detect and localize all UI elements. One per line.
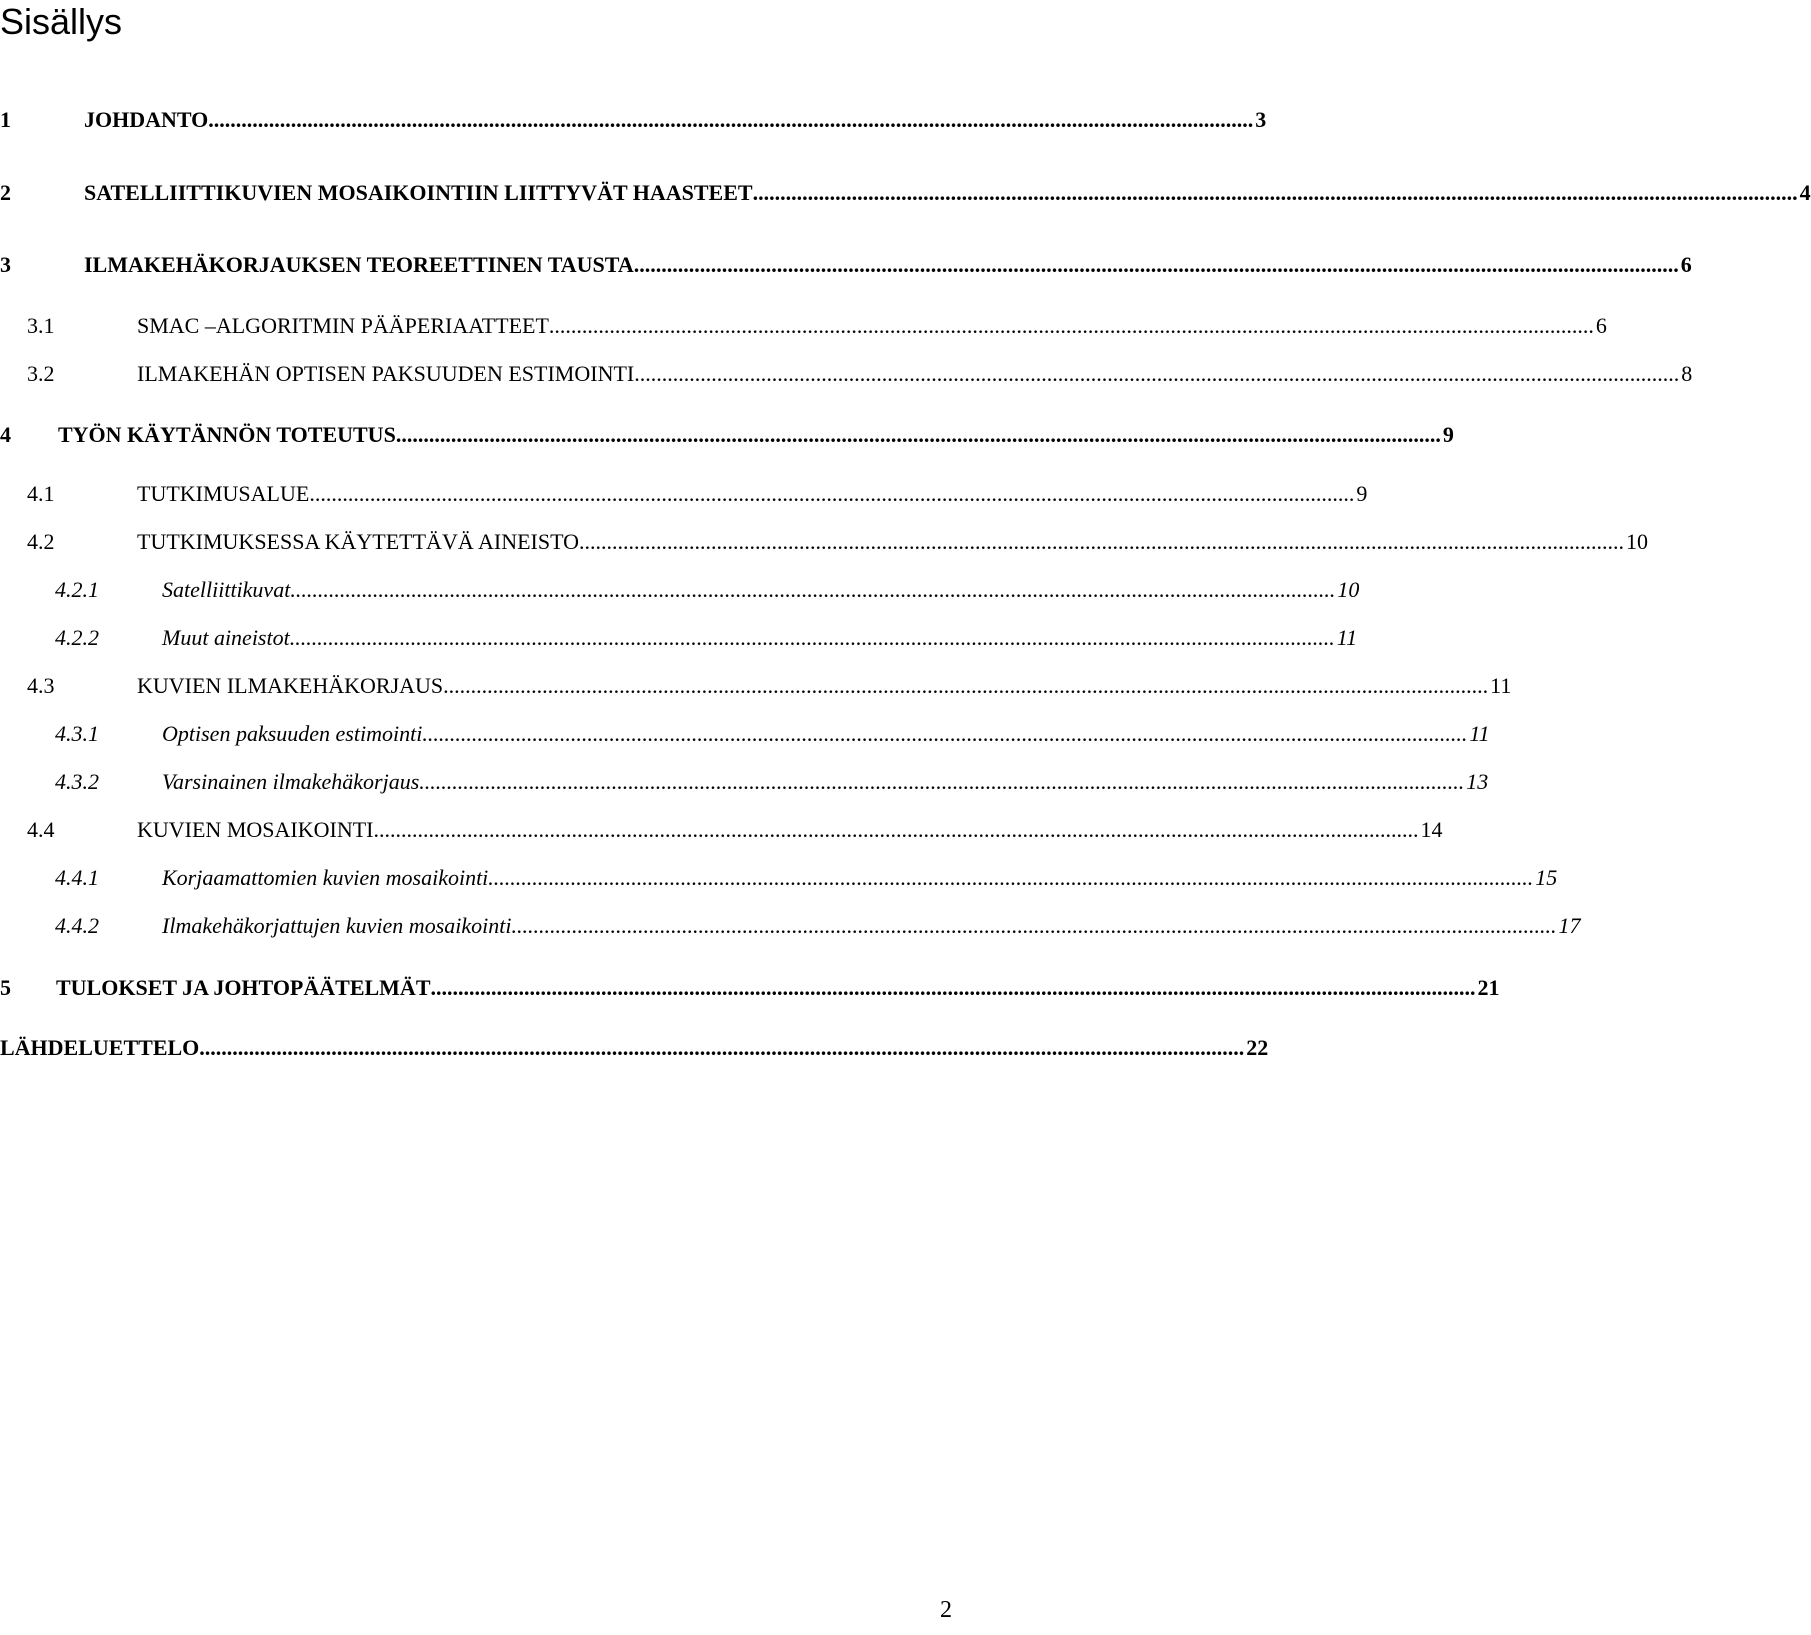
- toc-entry-number: 4.2: [27, 529, 55, 554]
- toc-entry-page: 11: [1469, 721, 1490, 746]
- toc-entry-number: 3.2: [27, 361, 55, 386]
- toc-entry-3-2[interactable]: [0, 357, 1693, 391]
- dot-leader: ..............................................................................................................................................................................................: [634, 361, 1680, 386]
- toc-entry-number: 3.1: [27, 313, 55, 338]
- toc-entry-title: TUTKIMUKSESSA KÄYTETTÄVÄ AINEISTO: [137, 529, 580, 554]
- toc-entry-number: 4.1: [27, 481, 55, 506]
- toc-entry-2[interactable]: [0, 176, 1811, 210]
- toc-entry-page: 17: [1558, 913, 1581, 938]
- dot-leader: ..............................................................................................................................................................................................: [395, 422, 1441, 447]
- toc-entry-number: 4.4: [27, 817, 55, 842]
- dot-leader: ..............................................................................................................................................................................................: [511, 913, 1557, 938]
- toc-entry-number: 5: [0, 975, 11, 1000]
- toc-entry-page: 10: [1337, 577, 1360, 602]
- toc-entry-4-1[interactable]: [0, 477, 1368, 511]
- toc-entry-page: 15: [1535, 865, 1558, 890]
- toc-entry-4-4[interactable]: [0, 813, 1443, 847]
- toc-entry-page: 14: [1420, 817, 1443, 842]
- dot-leader: ..............................................................................................................................................................................................: [419, 769, 1465, 794]
- toc-entry-number: 1: [0, 107, 11, 132]
- toc-entry-4-3-1[interactable]: [0, 717, 1490, 751]
- toc-entry-number: 4.4.1: [55, 865, 99, 890]
- dot-leader: ..............................................................................................................................................................................................: [430, 975, 1476, 1000]
- toc-entry-1[interactable]: [0, 103, 1267, 137]
- toc-entry-page: 13: [1466, 769, 1489, 794]
- toc-entry-number: 4.4.2: [55, 913, 99, 938]
- toc-entry-title: ILMAKEHÄN OPTISEN PAKSUUDEN ESTIMOINTI: [137, 361, 635, 386]
- toc-entry-4-2-1[interactable]: [0, 573, 1360, 607]
- toc-entry-title: KUVIEN MOSAIKOINTI: [137, 817, 374, 842]
- toc-entry-number: 4.3.1: [55, 721, 99, 746]
- toc-entry-title: TYÖN KÄYTÄNNÖN TOTEUTUS: [58, 422, 396, 447]
- toc-entry-5[interactable]: [0, 971, 1500, 1005]
- toc-entry-page: 10: [1626, 529, 1649, 554]
- toc-entry-4-4-2[interactable]: [0, 909, 1581, 943]
- toc-entry-title: Satelliittikuvat: [162, 577, 291, 602]
- toc-entry-number: 4.2.1: [55, 577, 99, 602]
- toc-entry-4-2[interactable]: [0, 525, 1649, 559]
- toc-entry-page: 22: [1246, 1035, 1269, 1060]
- toc-entry-3[interactable]: [0, 248, 1692, 282]
- toc-entry-page: 3: [1255, 107, 1267, 132]
- toc-entry-title: KUVIEN ILMAKEHÄKORJAUS: [137, 673, 444, 698]
- toc-entry-page: 11: [1490, 673, 1512, 698]
- dot-leader: ..............................................................................................................................................................................................: [548, 313, 1594, 338]
- toc-entry-title: TUTKIMUSALUE: [137, 481, 310, 506]
- toc-entry-4[interactable]: [0, 418, 1454, 452]
- toc-entry-title: Varsinainen ilmakehäkorjaus: [162, 769, 420, 794]
- toc-entry-title: SATELLIITTIKUVIEN MOSAIKOINTIIN LIITTYVÄT HAASTEET: [84, 180, 753, 205]
- toc-entry-page: 4: [1799, 180, 1811, 205]
- toc-entry-number: 4.2.2: [55, 625, 99, 650]
- dot-leader: ..............................................................................................................................................................................................: [633, 252, 1679, 277]
- toc-entry-4-2-2[interactable]: [0, 621, 1358, 655]
- toc-entry-references[interactable]: [0, 1031, 1269, 1065]
- toc-entry-title: Korjaamattomien kuvien mosaikointi: [162, 865, 489, 890]
- toc-entry-4-3-2[interactable]: [0, 765, 1489, 799]
- toc-entry-4-3[interactable]: [0, 669, 1512, 703]
- dot-leader: ..............................................................................................................................................................................................: [443, 673, 1489, 698]
- toc-entry-page: 21: [1477, 975, 1500, 1000]
- dot-leader: ..............................................................................................................................................................................................: [309, 481, 1355, 506]
- dot-leader: ..............................................................................................................................................................................................: [422, 721, 1468, 746]
- toc-entry-title: SMAC –ALGORITMIN PÄÄPERIAATTEET: [137, 313, 549, 338]
- toc-entry-page: 9: [1356, 481, 1368, 506]
- dot-leader: ..............................................................................................................................................................................................: [752, 180, 1798, 205]
- toc-entry-title: TULOKSET JA JOHTOPÄÄTELMÄT: [56, 975, 431, 1000]
- dot-leader: ..............................................................................................................................................................................................: [373, 817, 1419, 842]
- toc-entry-number: 4.3.2: [55, 769, 99, 794]
- toc-entry-number: 2: [0, 180, 11, 205]
- toc-entry-title: Optisen paksuuden estimointi: [162, 721, 423, 746]
- toc-entry-4-4-1[interactable]: [0, 861, 1558, 895]
- dot-leader: ..............................................................................................................................................................................................: [289, 625, 1335, 650]
- toc-entry-title: JOHDANTO: [84, 107, 209, 132]
- toc-entry-title: ILMAKEHÄKORJAUKSEN TEOREETTINEN TAUSTA: [84, 252, 634, 277]
- toc-entry-title: Muut aineistot: [162, 625, 290, 650]
- toc-entry-page: 6: [1595, 313, 1607, 338]
- toc-entry-page: 9: [1442, 422, 1454, 447]
- toc-entry-page: 11: [1336, 625, 1358, 650]
- dot-leader: ..............................................................................................................................................................................................: [488, 865, 1534, 890]
- dot-leader: ..............................................................................................................................................................................................: [208, 107, 1254, 132]
- page-title: Sisällys: [0, 1, 123, 42]
- toc-entry-3-1[interactable]: [0, 309, 1607, 343]
- toc-entry-title: LÄHDELUETTELO: [0, 1035, 200, 1060]
- toc-entry-page: 6: [1680, 252, 1692, 277]
- dot-leader: ..............................................................................................................................................................................................: [290, 577, 1336, 602]
- dot-leader: ..............................................................................................................................................................................................: [579, 529, 1625, 554]
- dot-leader: ..............................................................................................................................................................................................: [199, 1035, 1245, 1060]
- toc-entry-page: 8: [1681, 361, 1693, 386]
- toc-entry-title: Ilmakehäkorjattujen kuvien mosaikointi: [162, 913, 512, 938]
- toc-entry-number: 4: [0, 422, 11, 447]
- page-number: 2: [940, 1597, 952, 1623]
- toc-entry-number: 3: [0, 252, 11, 277]
- toc-entry-number: 4.3: [27, 673, 55, 698]
